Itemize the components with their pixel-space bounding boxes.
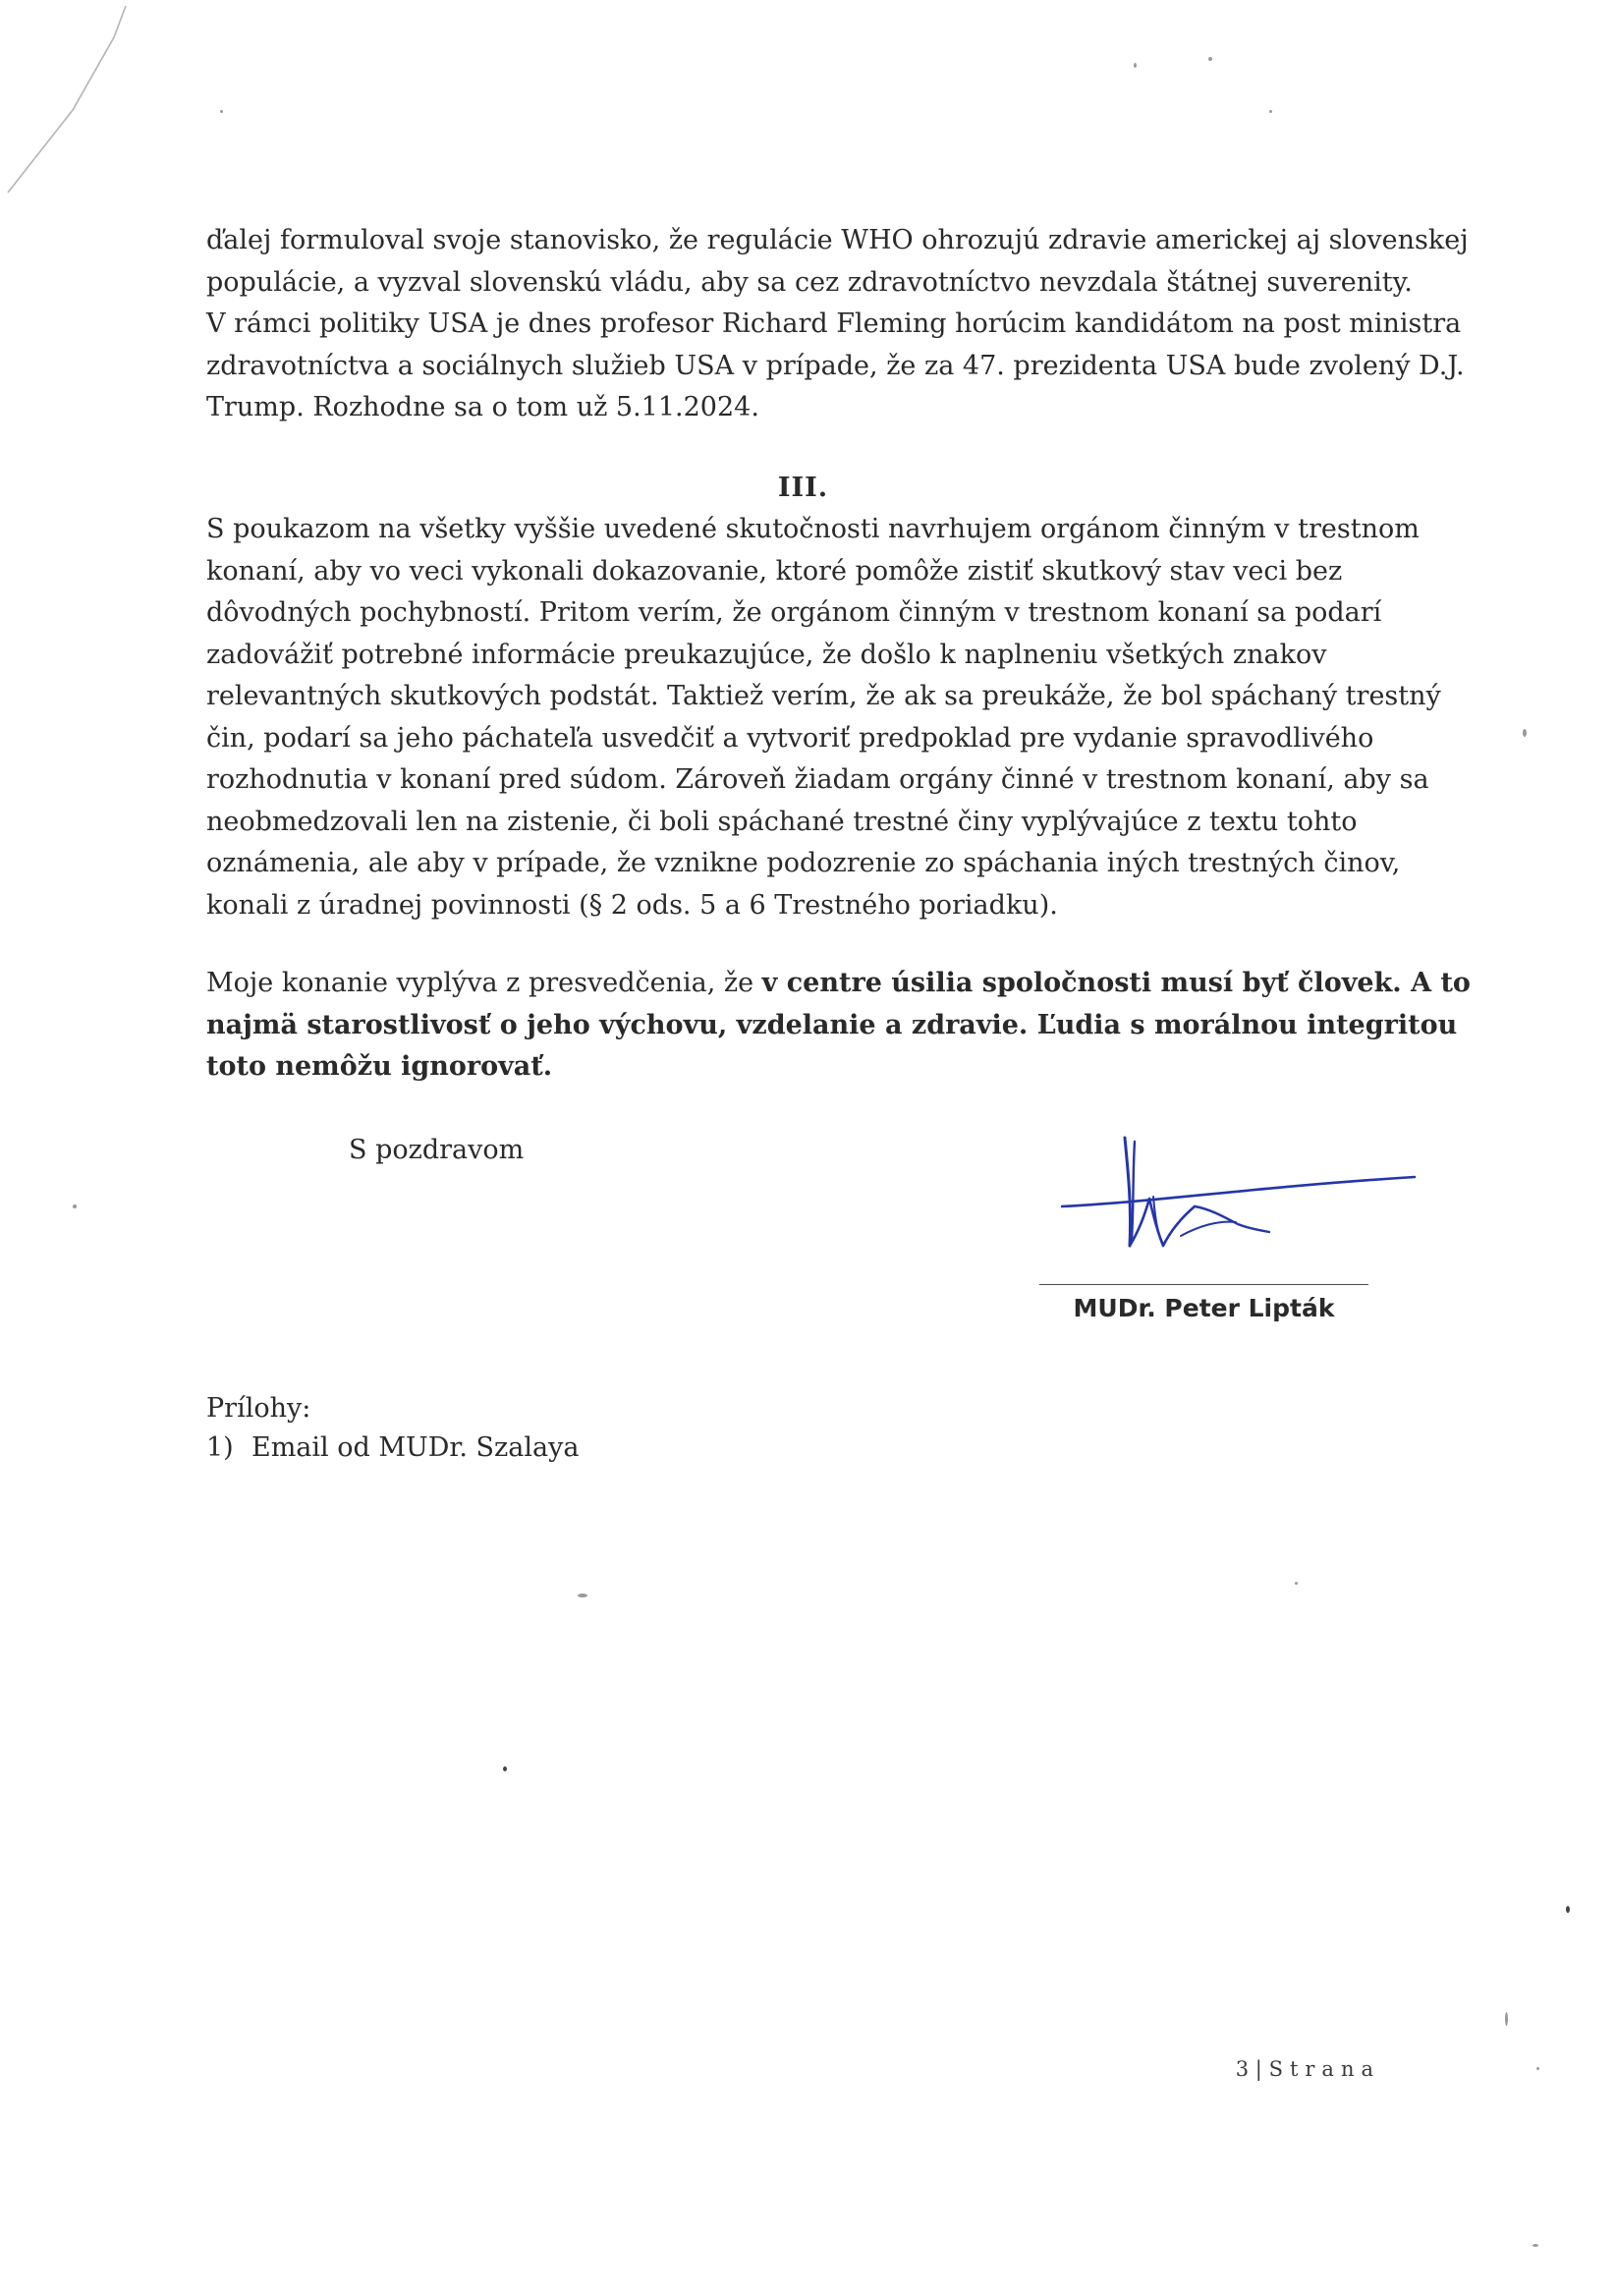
scan-artifact-dot [1134,63,1137,68]
scan-artifact-dot [1295,1582,1298,1585]
closing-bold-text: najmä starostlivosť o jeho výchovu, vzdelanie a zdravie. Ľudia s morálnou integritou [206,1009,1458,1040]
greeting: S pozdravom [349,1135,525,1165]
text-line [206,963,1471,1005]
footer-separator: | [1254,2057,1262,2081]
scan-artifact-dot [503,1766,507,1771]
text-line: dôvodných pochybností. Pritom verím, že orgánom činným v trestnom konaní sa podarí [206,597,1382,628]
signatory-name: MUDr. Peter Lipták [1073,1294,1335,1322]
closing-bold-text: v centre úsilia spoločnosti musí byť človek. A to [761,968,1471,998]
signature-line [1039,1284,1368,1285]
paragraph-section-iii [206,509,1441,926]
scan-artifact-dot [73,1204,77,1208]
scan-artifact-dot [578,1594,587,1597]
closing-regular-text: Moje konanie vyplýva z presvedčenia, že [206,968,762,998]
text-line: zadovážiť potrebné informácie preukazujúce, že došlo k naplneniu všetkých znakov [206,639,1327,670]
attachment-number: 1) [206,1432,234,1463]
scan-artifact-dot [1269,110,1272,113]
scan-artifact-dot [220,110,223,113]
closing-bold-text: toto nemôžu ignorovať. [206,1051,553,1082]
text-line: S poukazom na všetky vyššie uvedené skutočnosti navrhujem orgánom činným v trestnom [206,514,1420,544]
text-line: čin, podarí sa jeho páchateľa usvedčiť a vytvoriť predpoklad pre vydanie spravodlivého [206,722,1374,754]
scan-artifact-stroke [0,0,138,196]
text-line: konali z úradnej povinnosti (§ 2 ods. 5 a 6 Trestného poriadku). [206,889,1058,921]
scan-artifact-dot [1208,57,1212,61]
text-line: konaní, aby vo veci vykonali dokazovanie, ktoré pomôže zistiť skutkový stav veci bez [206,555,1343,587]
page-number: 3 [1235,2057,1250,2081]
attachment-item [206,1428,579,1468]
scan-artifact-dot [1523,729,1527,737]
text-line: neobmedzovali len na zistenie, či boli spáchané trestné činy vyplývajúce z textu tohto [206,806,1358,837]
text-line: populácie, a vyzval slovenskú vládu, aby sa cez zdravotníctvo nevzdala štátnej suverenity. [206,266,1413,298]
text-line: V rámci politiky USA je dnes profesor Richard Fleming horúcim kandidátom na post ministra [206,308,1462,339]
text-line: rozhodnutia v konaní pred súdom. Zároveň žiadam orgány činné v trestnom konaní, aby sa [206,764,1429,795]
handwritten-signature [1061,1130,1424,1277]
paragraph-closing [206,963,1471,1089]
attachments [206,1389,579,1468]
paragraph-fleming [206,220,1469,429]
text-line: oznámenia, ale aby v prípade, že vznikne podozrenie zo spáchania iných trestných činov, [206,848,1401,878]
section-heading-iii: III. [777,473,829,503]
scan-artifact-dot [1566,1906,1570,1913]
text-line: relevantných skutkových podstát. Taktiež verím, že ak sa preukáže, že bol spáchaný trestný [206,681,1441,711]
text-line: ďalej formuloval svoje stanovisko, že regulácie WHO ohrozujú zdravie americkej aj slovenskej [206,225,1469,255]
scan-artifact-dot [1505,2012,1508,2026]
scan-artifact-dot [1532,2244,1538,2247]
text-line: zdravotníctva a sociálnych služieb USA v prípade, že za 47. prezidenta USA bude zvolený D.J. [206,350,1465,381]
attachments-heading: Prílohy: [206,1393,311,1424]
scan-artifact-dot [1536,2067,1539,2070]
attachment-text: Email od MUDr. Szalaya [251,1432,580,1463]
page-footer [1169,2054,1380,2084]
text-line: Trump. Rozhodne sa o tom už 5.11.2024. [206,392,759,422]
footer-page-word: Strana [1268,2057,1380,2081]
